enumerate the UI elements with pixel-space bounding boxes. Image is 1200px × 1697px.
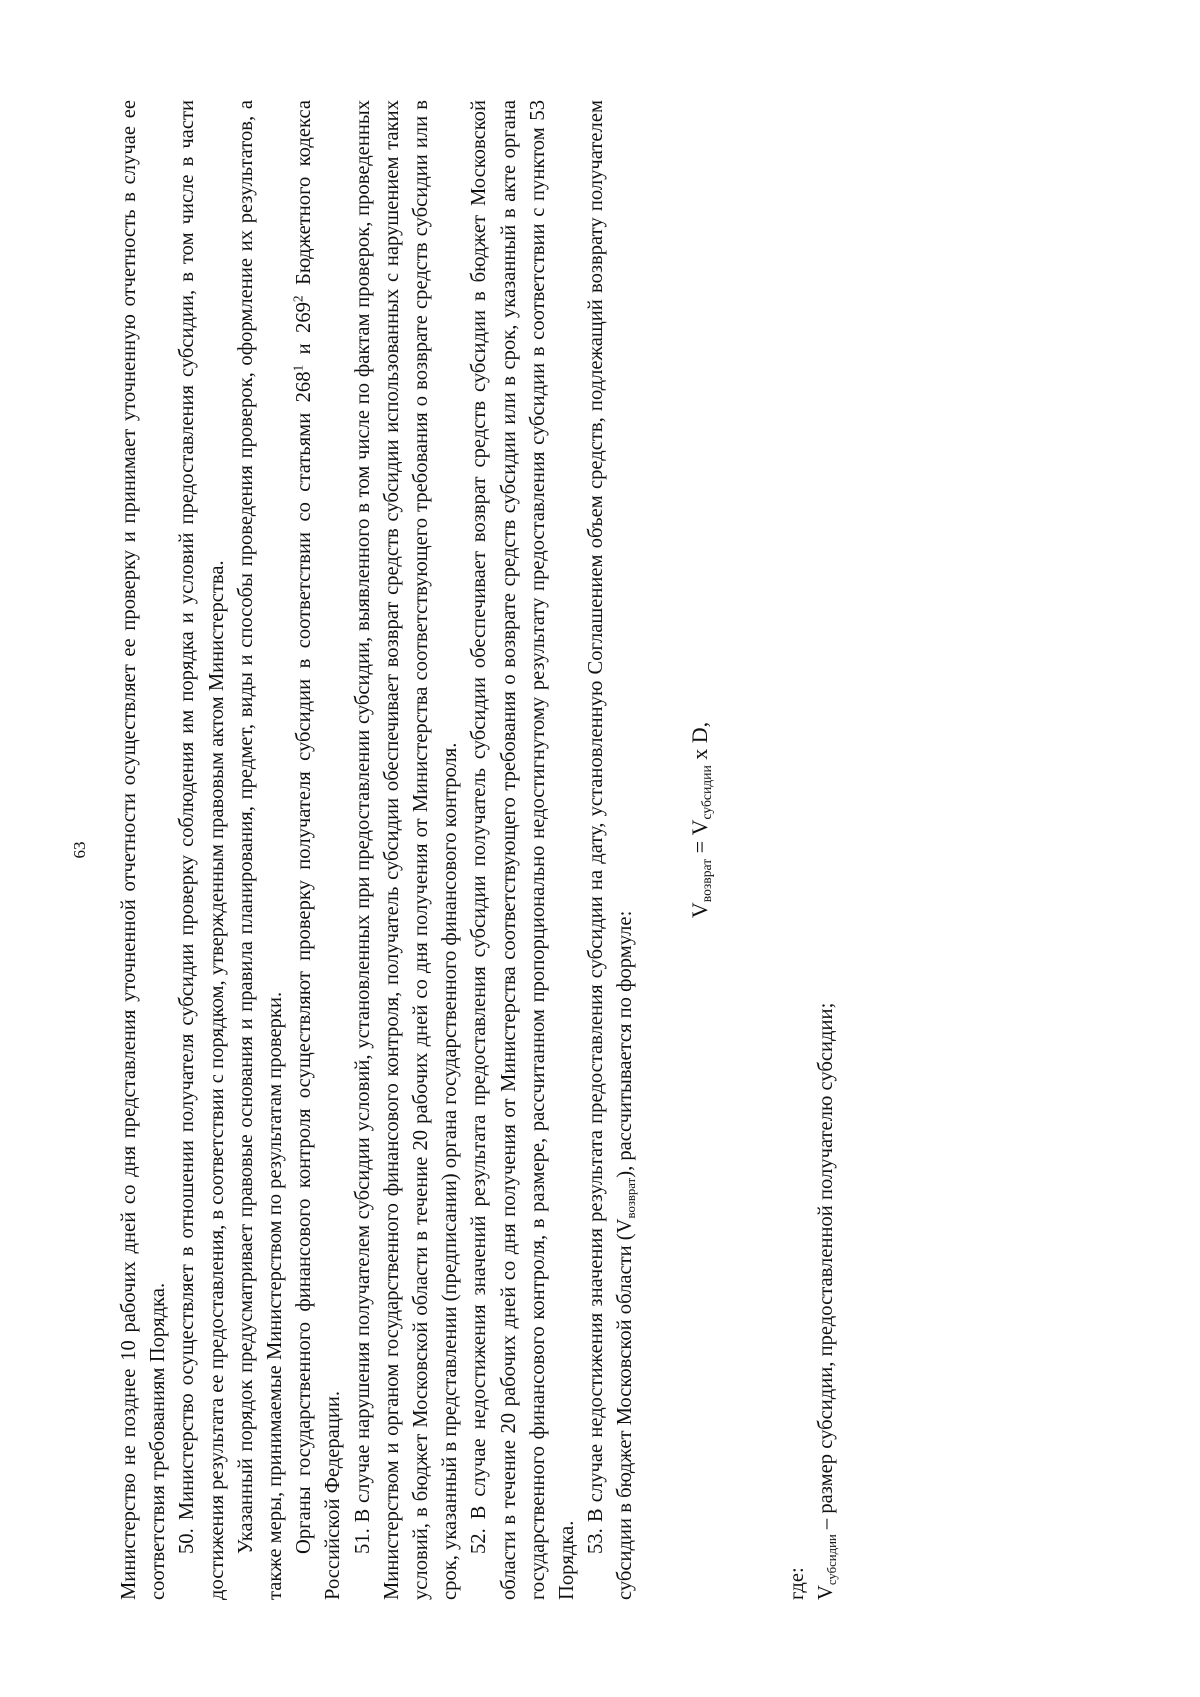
formula-rest: x D, xyxy=(686,721,712,766)
definition-text: – размер субсидии, предоставленной получателю субсидии; xyxy=(814,1002,837,1535)
paragraph-50: 50. Министерство осуществляет в отношении получателя субсидии проверку соблюдения им порядка и условий предоставления субсидии, в том числе в части достижения результата ее предоставления, в соответствии с порядком, утвержденным правовым актом Министерства. xyxy=(176,100,228,1600)
paragraph-reporting-check: Министерство не позднее 10 рабочих дней со дня представления уточненной отчетности осуществляет ее проверку и принимает уточненную отчетность в случае ее соответствия требованиям Порядка. xyxy=(118,100,170,1600)
superscript: 2 xyxy=(290,295,306,303)
variable-definition xyxy=(812,100,841,1600)
rotated-content xyxy=(70,100,1065,1600)
where-label: где: xyxy=(785,1567,808,1600)
paragraph-51: 51. В случае нарушения получателем субсидии условий, установленных при предоставлении субсидии, выявленного в том числе по фактам проверок, проведенных Министерством и органом государственного финансового контроля, получатель субсидии обеспечивает возврат средств субсидии использованных с нарушением таких условий, в бюджет Московской области в течение 20 рабочих дней со дня получения от Министерства соответствующего требования о возврате средств субсидии или в срок, указанный в представлении (предписании) органа государственного финансового контроля. xyxy=(351,100,462,1600)
paragraph-financial-control xyxy=(290,100,348,1600)
refund-formula xyxy=(685,100,715,1600)
definition-subscript: субсидии xyxy=(824,1534,839,1586)
formula-variable: V xyxy=(686,902,712,919)
formula-subscript: возврат xyxy=(698,858,714,903)
paragraph-53 xyxy=(582,100,640,1600)
formula-operator: = V xyxy=(686,819,712,859)
formula-subscript: субсидии xyxy=(698,765,714,820)
paragraph-text: и 269 xyxy=(293,302,316,365)
page-number: 63 xyxy=(70,841,89,859)
superscript: 1 xyxy=(290,364,306,372)
paragraph-procedure: Указанный порядок предусматривает правовые основания и правила планирования, предмет, виды и способы проведения проверок, оформление их результатов, а также меры, принимаемые Министерством по результатам проверки. xyxy=(234,100,287,1600)
paragraph-text: Бюджетного кодекса Российской Федерации. xyxy=(293,100,345,1600)
definition-variable: V xyxy=(814,1585,837,1600)
paragraph-text: ), рассчитывается по формуле: xyxy=(614,910,637,1178)
paragraph-52: 52. В случае недостижения значений результата предоставления субсидии получатель субсидии обеспечивает возврат средств субсидии в бюджет Московской области в течение 20 рабочих дней со дня получения от Министерства соответствующего требования о возврате средств субсидии или в срок, указанный в акте органа государственного финансового контроля, в размере, рассчитанном пропорционально недостигнутому результату предоставления субсидии в соответствии с пунктом 53 Порядка. xyxy=(468,100,579,1600)
paragraph-text: 53. В случае недостижения значения результата предоставления субсидии на дату, установленную Соглашением объем средств, подлежащий возврату получателем субсидии в бюджет Московской области (V xyxy=(585,100,637,1600)
paragraph-text: Органы государственного финансового контроля осуществляют проверку получателя субсидии в соответствии со статьями 268 xyxy=(293,371,316,1554)
subscript: возврат xyxy=(624,1177,639,1219)
